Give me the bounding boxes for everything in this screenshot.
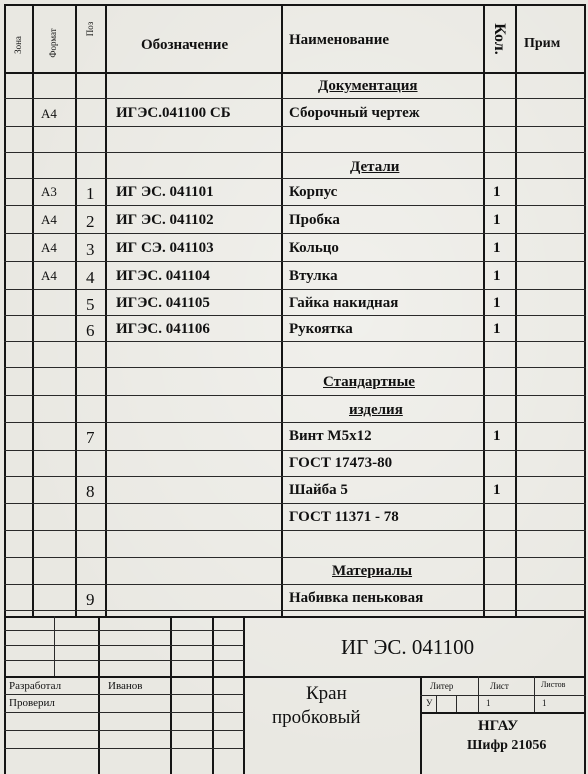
row-designation: ИГ ЭС. 041101 xyxy=(116,184,214,200)
section-materials: Материалы xyxy=(332,563,413,579)
row-line xyxy=(4,367,586,368)
row-format: А4 xyxy=(41,212,57,227)
header-note: Прим xyxy=(524,36,561,51)
sheets-value: 1 xyxy=(542,698,547,708)
header-qty: Кол. xyxy=(491,23,508,55)
header-name: Наименование xyxy=(289,32,389,48)
doc-code: ИГ ЭС. 041100 xyxy=(341,635,475,659)
row-name: Сборочный чертеж xyxy=(289,105,420,121)
row-line xyxy=(4,476,586,477)
row-line xyxy=(4,584,586,585)
row-line xyxy=(4,530,586,531)
tb-liter-tick-1 xyxy=(436,695,437,712)
row-line xyxy=(4,205,586,206)
row-line xyxy=(4,610,586,611)
col-format-right xyxy=(75,4,77,616)
row-designation: ИГЭС.041100 СБ xyxy=(116,105,231,121)
tb-liter-right xyxy=(478,676,479,712)
row-designation: ИГ ЭС. 041102 xyxy=(116,212,214,228)
row-name: ГОСТ 17473-80 xyxy=(289,455,393,471)
col-designation-right xyxy=(281,4,283,616)
row-line xyxy=(4,261,586,262)
row-qty: 1 xyxy=(493,268,501,284)
section-standard-2: изделия xyxy=(349,402,403,418)
developed-label: Разработал xyxy=(9,680,62,692)
row-name: Кольцо xyxy=(289,240,339,256)
tb-col-4 xyxy=(243,616,245,774)
row-line xyxy=(4,315,586,316)
sheet-label: Лист xyxy=(490,681,509,691)
section-documentation: Документация xyxy=(318,78,418,94)
title-line-2: пробковый xyxy=(272,707,361,728)
row-name: Шайба 5 xyxy=(289,482,348,498)
col-name-right xyxy=(483,4,485,616)
tb-row-line xyxy=(4,730,244,731)
row-name: Пробка xyxy=(289,212,340,228)
section-standard-1: Стандартные xyxy=(323,374,415,390)
header-pos: Поз xyxy=(85,21,95,37)
org-name: НГАУ xyxy=(478,718,519,734)
title-line-1: Кран xyxy=(306,683,347,704)
row-pos: 8 xyxy=(86,482,95,501)
row-name: Винт М5х12 xyxy=(289,428,372,444)
sheets-label: Листов xyxy=(541,680,566,689)
row-pos: 2 xyxy=(86,212,95,231)
row-designation: ИГ СЭ. 041103 xyxy=(116,240,214,256)
row-line xyxy=(4,152,586,153)
cipher: Шифр 21056 xyxy=(467,738,547,753)
tb-row-line xyxy=(4,630,244,631)
tb-title-right xyxy=(420,676,422,774)
row-line xyxy=(4,395,586,396)
row-pos: 7 xyxy=(86,428,95,447)
tb-sheet-right xyxy=(534,676,535,712)
tb-liter-line xyxy=(420,695,586,696)
row-designation: ИГЭС. 041104 xyxy=(116,268,210,284)
row-line xyxy=(4,126,586,127)
frame-right xyxy=(584,4,586,774)
frame-left xyxy=(4,4,6,774)
row-designation: ИГЭС. 041105 xyxy=(116,295,210,311)
tb-row-line xyxy=(4,712,244,713)
row-qty: 1 xyxy=(493,212,501,228)
row-format: А3 xyxy=(41,184,57,199)
title-block-mid xyxy=(4,676,586,678)
row-pos: 3 xyxy=(86,240,95,259)
row-line xyxy=(4,557,586,558)
tb-row-line xyxy=(4,645,244,646)
row-pos: 4 xyxy=(86,268,95,287)
title-block-top xyxy=(4,616,586,618)
row-format: А4 xyxy=(41,240,57,255)
row-pos: 1 xyxy=(86,184,95,203)
liter-value: У xyxy=(426,698,433,708)
row-name: Втулка xyxy=(289,268,338,284)
row-qty: 1 xyxy=(493,295,501,311)
developed-name: Иванов xyxy=(108,680,143,692)
row-name: Гайка накидная xyxy=(289,295,399,311)
row-name: Набивка пеньковая xyxy=(289,590,424,606)
row-line xyxy=(4,341,586,342)
row-qty: 1 xyxy=(493,482,501,498)
row-line xyxy=(4,503,586,504)
tb-liter-tick-2 xyxy=(456,695,457,712)
row-qty: 1 xyxy=(493,428,501,444)
row-line xyxy=(4,233,586,234)
col-pos-right xyxy=(105,4,107,616)
tb-row-line xyxy=(4,694,244,695)
row-line xyxy=(4,450,586,451)
row-format: А4 xyxy=(41,268,57,283)
tb-col-sub xyxy=(54,616,55,676)
row-pos: 9 xyxy=(86,590,95,609)
tb-org-top xyxy=(420,712,586,714)
checked-label: Проверил xyxy=(9,697,55,709)
tb-row-line xyxy=(4,748,244,749)
row-pos: 6 xyxy=(86,321,95,340)
row-pos: 5 xyxy=(86,295,95,314)
col-zone-right xyxy=(32,4,34,616)
row-name: Рукоятка xyxy=(289,321,353,337)
col-qty-right xyxy=(515,4,517,616)
tb-row-line xyxy=(4,660,244,661)
row-line xyxy=(4,98,586,99)
row-qty: 1 xyxy=(493,184,501,200)
liter-label: Литер xyxy=(430,681,454,691)
row-line xyxy=(4,178,586,179)
tb-col-3 xyxy=(212,616,214,774)
row-name: Корпус xyxy=(289,184,338,200)
header-bottom xyxy=(4,72,586,74)
row-designation: ИГЭС. 041106 xyxy=(116,321,210,337)
header-zone: Зона xyxy=(13,36,23,54)
row-qty: 1 xyxy=(493,321,501,337)
header-format: Формат xyxy=(48,28,58,58)
tb-col-1 xyxy=(98,616,100,774)
tb-col-2 xyxy=(170,616,172,774)
sheet-value: 1 xyxy=(486,698,491,708)
row-qty: 1 xyxy=(493,240,501,256)
row-format: А4 xyxy=(41,106,57,121)
row-name: ГОСТ 11371 - 78 xyxy=(289,509,399,525)
header-designation: Обозначение xyxy=(141,37,229,53)
row-line xyxy=(4,422,586,423)
row-line xyxy=(4,289,586,290)
section-parts: Детали xyxy=(350,159,400,175)
